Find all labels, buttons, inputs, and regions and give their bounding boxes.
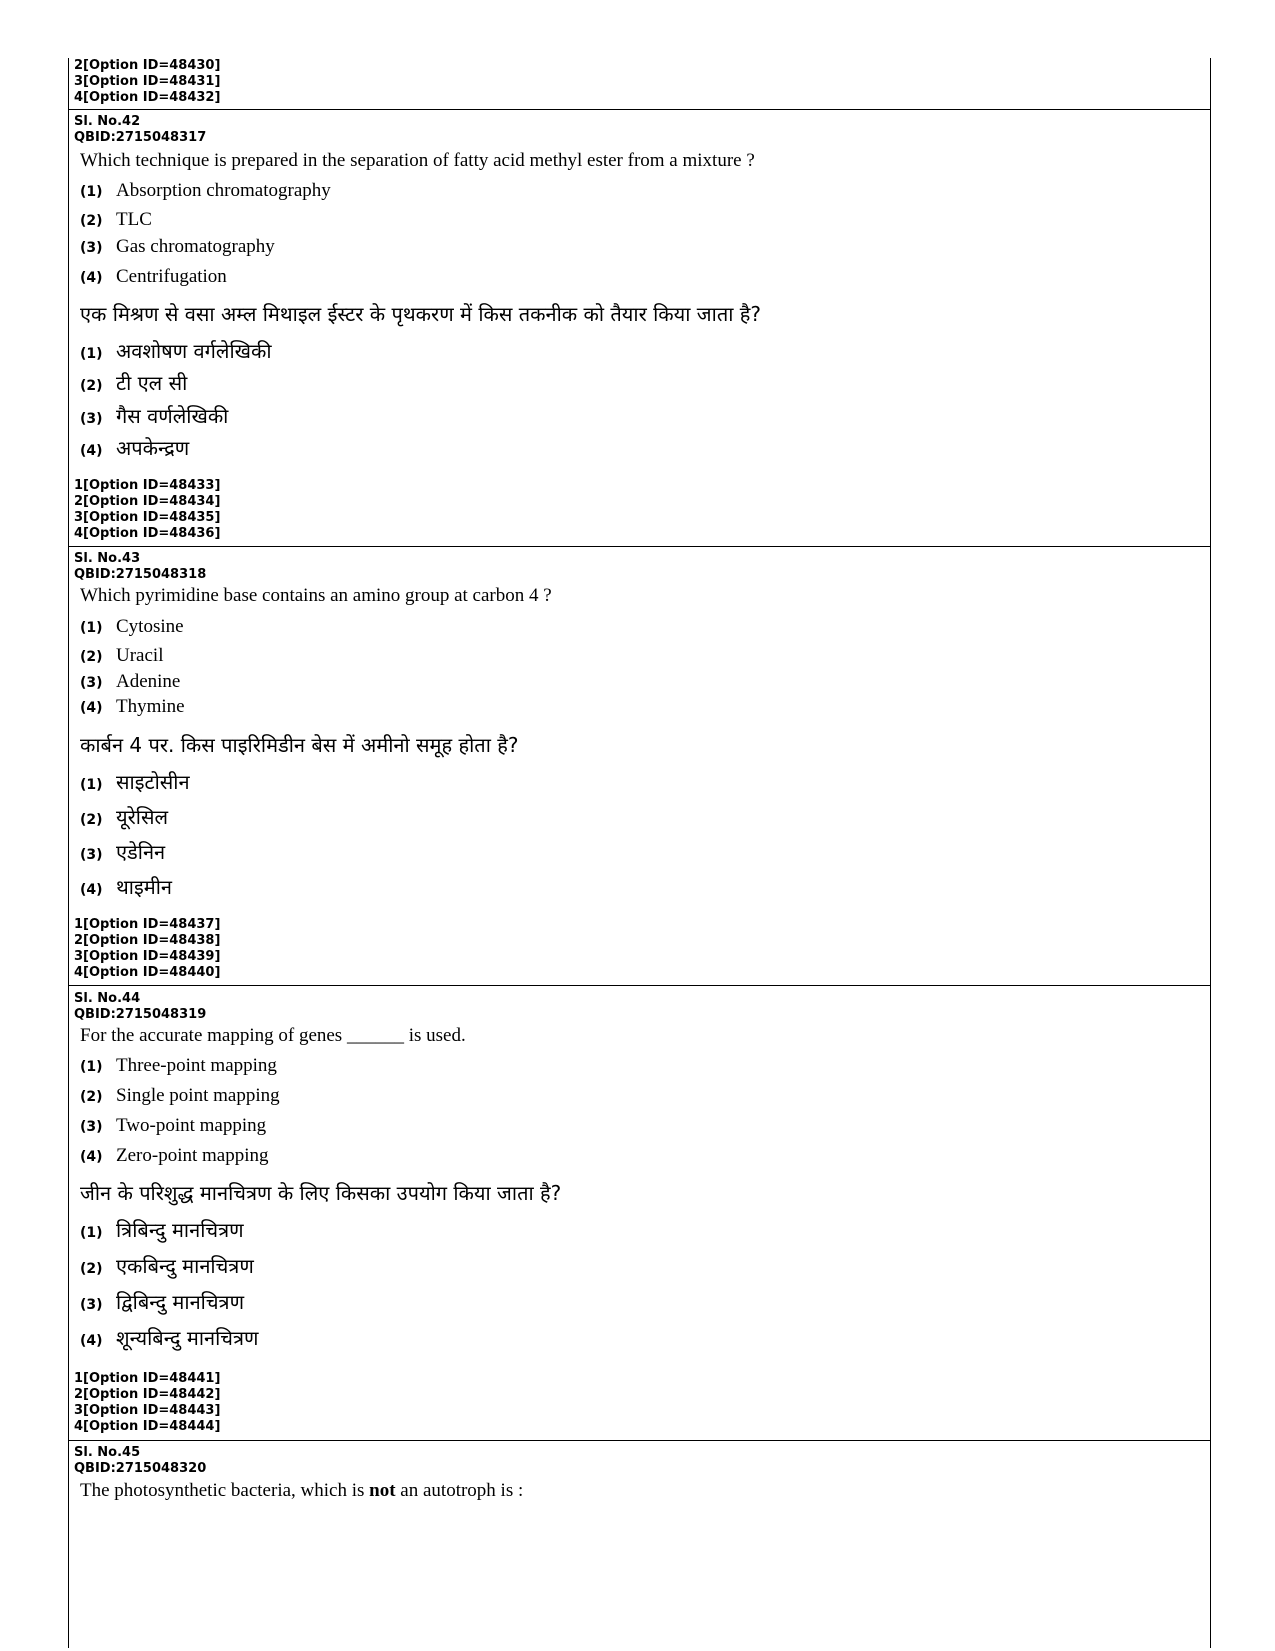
qbid: QBID:2715048319 bbox=[74, 1007, 207, 1022]
question-text-english: Which technique is prepared in the separation of fatty acid methyl ester from a mixture ? bbox=[80, 150, 755, 171]
hindi-option: (2) एकबिन्दु मानचित्रण bbox=[80, 1254, 254, 1278]
option-id: 2[Option ID=48430] bbox=[74, 58, 221, 73]
english-option: (4) Centrifugation bbox=[80, 266, 227, 287]
english-option: (4) Zero-point mapping bbox=[80, 1145, 269, 1166]
option-id: 1[Option ID=48433] bbox=[74, 478, 221, 493]
question-text-english: Which pyrimidine base contains an amino group at carbon 4 ? bbox=[80, 585, 552, 606]
option-id: 3[Option ID=48435] bbox=[74, 510, 221, 525]
option-ids bbox=[74, 478, 220, 542]
option-id: 4[Option ID=48444] bbox=[74, 1419, 221, 1434]
qbid: QBID:2715048320 bbox=[74, 1461, 207, 1476]
option-id: 4[Option ID=48432] bbox=[74, 90, 221, 105]
serial-number: Sl. No.42 bbox=[74, 114, 141, 129]
english-option: (3) Adenine bbox=[80, 671, 181, 692]
option-id: 1[Option ID=48437] bbox=[74, 917, 221, 932]
option-id: 3[Option ID=48431] bbox=[74, 74, 221, 89]
option-id: 2[Option ID=48438] bbox=[74, 933, 221, 948]
hindi-option: (4) अपकेन्द्रण bbox=[80, 436, 190, 460]
hindi-option: (1) साइटोसीन bbox=[80, 770, 190, 794]
english-option: (2) TLC bbox=[80, 209, 152, 230]
english-option: (2) Uracil bbox=[80, 645, 164, 666]
option-ids bbox=[74, 917, 220, 981]
question-text-hindi: कार्बन 4 पर. किस पाइरिमिडीन बेस में अमीनो समूह होता है? bbox=[80, 733, 519, 757]
hindi-option: (4) थाइमीन bbox=[80, 875, 173, 899]
question-text-hindi: एक मिश्रण से वसा अम्ल मिथाइल ईस्टर के पृथकरण में किस तकनीक को तैयार किया जाता है? bbox=[80, 302, 761, 326]
serial-number: Sl. No.45 bbox=[74, 1445, 141, 1460]
english-option: (1) Absorption chromatography bbox=[80, 180, 331, 201]
english-option: (1) Three-point mapping bbox=[80, 1055, 277, 1076]
option-id: 1[Option ID=48441] bbox=[74, 1371, 221, 1386]
hindi-option: (1) त्रिबिन्दु मानचित्रण bbox=[80, 1218, 244, 1242]
left-border bbox=[68, 58, 69, 1648]
english-option: (1) Cytosine bbox=[80, 616, 184, 637]
option-id: 4[Option ID=48440] bbox=[74, 965, 221, 980]
english-option: (3) Gas chromatography bbox=[80, 236, 275, 257]
qbid: QBID:2715048318 bbox=[74, 567, 207, 582]
qbid: QBID:2715048317 bbox=[74, 130, 207, 145]
top-option-ids bbox=[74, 58, 220, 106]
question-text-english: The photosynthetic bacteria, which is not an autotroph is : bbox=[80, 1480, 524, 1501]
question-header bbox=[74, 114, 206, 146]
option-id: 3[Option ID=48443] bbox=[74, 1403, 221, 1418]
question-paper-page bbox=[68, 58, 1211, 1648]
hindi-option: (2) यूरेसिल bbox=[80, 805, 169, 829]
option-id: 3[Option ID=48439] bbox=[74, 949, 221, 964]
hindi-option: (3) गैस वर्णलेखिकी bbox=[80, 404, 229, 428]
divider bbox=[68, 985, 1211, 986]
option-ids bbox=[74, 1371, 220, 1435]
option-id: 2[Option ID=48442] bbox=[74, 1387, 221, 1402]
question-header bbox=[74, 991, 206, 1023]
option-id: 2[Option ID=48434] bbox=[74, 494, 221, 509]
question-text-hindi: जीन के परिशुद्ध मानचित्रण के लिए किसका उपयोग किया जाता है? bbox=[80, 1181, 562, 1205]
hindi-option: (4) शून्यबिन्दु मानचित्रण bbox=[80, 1326, 259, 1350]
english-option: (2) Single point mapping bbox=[80, 1085, 280, 1106]
right-border bbox=[1210, 58, 1211, 1648]
serial-number: Sl. No.43 bbox=[74, 551, 141, 566]
question-header bbox=[74, 1445, 206, 1477]
hindi-option: (3) एडेनिन bbox=[80, 840, 166, 864]
divider bbox=[68, 1440, 1211, 1441]
english-option: (4) Thymine bbox=[80, 696, 185, 717]
option-id: 4[Option ID=48436] bbox=[74, 526, 221, 541]
question-text-english: For the accurate mapping of genes ______ is used. bbox=[80, 1025, 466, 1046]
hindi-option: (1) अवशोषण वर्गलेखिकी bbox=[80, 339, 272, 363]
divider bbox=[68, 546, 1211, 547]
emphasis-not: not bbox=[369, 1480, 396, 1501]
serial-number: Sl. No.44 bbox=[74, 991, 141, 1006]
hindi-option: (2) टी एल सी bbox=[80, 371, 188, 395]
english-option: (3) Two-point mapping bbox=[80, 1115, 267, 1136]
hindi-option: (3) द्विबिन्दु मानचित्रण bbox=[80, 1290, 245, 1314]
divider bbox=[68, 109, 1211, 110]
question-header bbox=[74, 551, 206, 583]
